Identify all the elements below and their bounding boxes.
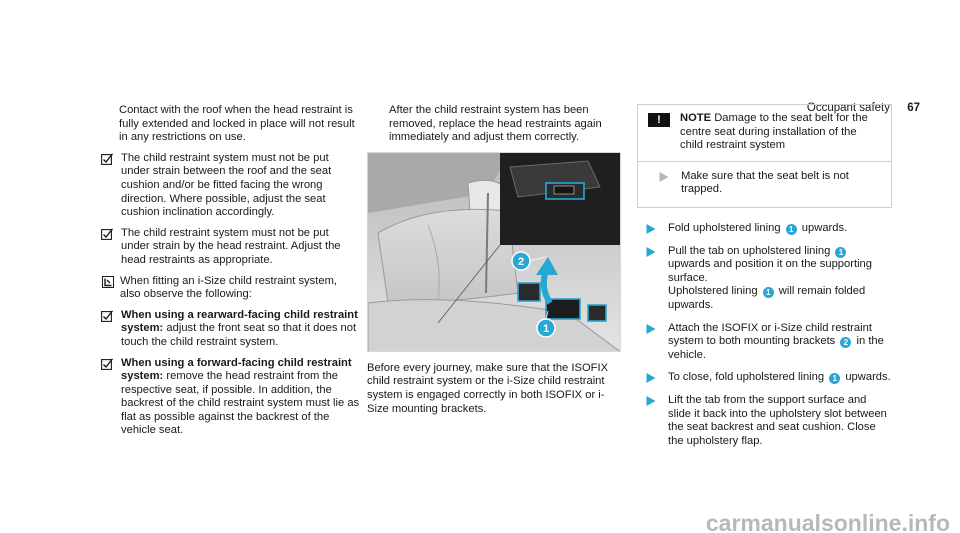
step-arrow-icon	[646, 396, 656, 406]
callout-badge: 1	[835, 247, 846, 258]
note-action-text: Make sure that the seat belt is not trapped.	[681, 169, 849, 196]
forward-heading: When using a forward-facing child restraint system:	[121, 356, 352, 383]
info-note-text: When fitting an i-Size child restraint system, also observe the following:	[120, 274, 337, 301]
step-text: Upholstered lining	[668, 285, 761, 298]
note-action	[638, 161, 891, 207]
step-text: Pull the tab on upholstered lining	[668, 244, 834, 257]
callout-badge: 1	[786, 224, 797, 235]
column-right	[637, 104, 892, 457]
figure-label-1: 1	[542, 322, 550, 335]
step-item	[637, 245, 892, 313]
step-arrow-icon	[646, 247, 656, 257]
note-text: Damage to the seat belt for the centre seat during installation of the child restraint system	[680, 112, 868, 152]
step-text: will remain folded upwards.	[668, 285, 866, 311]
checklist-text	[121, 309, 360, 350]
note-box	[637, 104, 892, 208]
figure-label-2: 2	[517, 255, 525, 268]
checklist-text: The child restraint system must not be put under strain between the roof and the seat cushion and/or be fitted facing the wrong direction. Where possible, adjust the seat cushion inclination accordingly.	[121, 151, 332, 219]
figure-caption: Before every journey, make sure that the ISOFIX child restraint system or the i-Size child restraint system is engaged correctly in both ISOFIX or i-Size mounting brackets.	[367, 361, 609, 415]
page-number: 67	[907, 102, 920, 114]
warning-icon: !	[648, 113, 670, 127]
checklist-item	[100, 227, 360, 268]
section-title: Occupant safety	[806, 102, 890, 114]
action-arrow-icon	[659, 172, 669, 182]
step-text: upwards.	[842, 371, 891, 384]
callout-badge: 1	[763, 287, 774, 298]
step-arrow-icon	[646, 324, 656, 334]
column-middle	[367, 104, 622, 423]
step-text: Attach the ISOFIX or i-Size child restraint system to both mounting brackets	[668, 321, 872, 348]
step-item	[637, 394, 892, 448]
note-title: NOTE	[680, 112, 712, 124]
watermark: carmanualsonline.info	[705, 510, 950, 533]
step-item	[637, 371, 892, 385]
note-header	[638, 105, 891, 161]
rearward-heading: When using a rearward-facing child restraint system:	[121, 308, 358, 335]
step-text: upwards and position it on the supporting surface.	[668, 258, 872, 284]
step-text: in the vehicle.	[668, 335, 884, 361]
checkmark-box-icon	[100, 358, 114, 370]
info-note-icon	[100, 276, 116, 288]
intro-paragraph: After the child restraint system has been removed, replace the head restraints again immediately and adjust them correctly.	[389, 104, 602, 144]
forward-text: remove the head restraint from the respective seat, if possible. In addition, the backrest of the child restraint system must lie as flat as possible against the backrest of the vehicle seat.	[121, 370, 360, 437]
checkmark-box-icon	[100, 310, 114, 322]
step-text: Fold upholstered lining	[668, 221, 784, 234]
isofix-illustration	[367, 152, 621, 352]
step-arrow-icon	[646, 224, 656, 234]
checkmark-box-icon	[100, 153, 114, 165]
checklist-item	[100, 309, 360, 350]
step-item	[637, 222, 892, 236]
checklist-text: The child restraint system must not be put under strain by the head restraint. Adjust the head restraints as appropriate.	[121, 226, 341, 266]
column-left	[100, 104, 360, 445]
callout-badge: 2	[840, 337, 851, 348]
step-arrow-icon	[646, 373, 656, 383]
step-text: Lift the tab from the support surface and slide it back into the upholstery slot between the seat backrest and seat cushion. Close the upholstery flap.	[668, 393, 887, 447]
step-item	[637, 322, 892, 363]
info-note	[100, 275, 360, 302]
intro-paragraph: Contact with the roof when the head restraint is fully extended and locked in place will not result in any restrictions on use.	[119, 104, 355, 144]
step-text: To close, fold upholstered lining	[668, 371, 828, 384]
checklist-item	[100, 152, 360, 220]
rearward-text: adjust the front seat so that it does not touch the child restraint system.	[121, 322, 357, 348]
checklist-item	[100, 357, 360, 439]
callout-badge: 1	[829, 373, 840, 384]
checkmark-box-icon	[100, 228, 114, 240]
step-text: upwards.	[798, 221, 848, 234]
checklist-text	[121, 357, 360, 439]
